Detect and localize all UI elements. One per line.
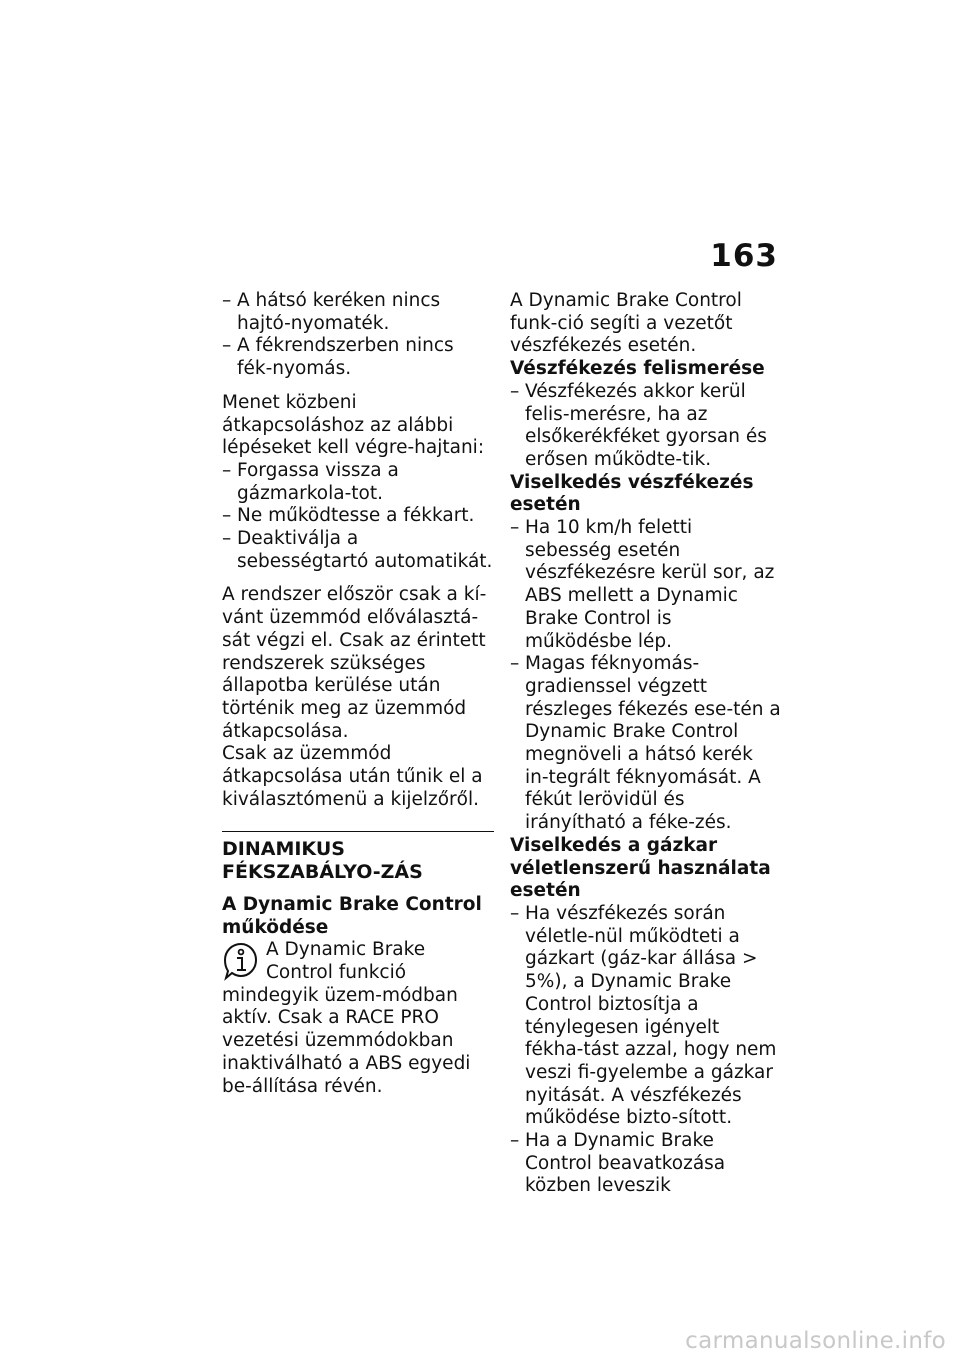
info-icon — [222, 941, 260, 983]
list-item: – A fékrendszerben nincs fék-nyomás. — [222, 335, 494, 380]
list-item: – Forgassa vissza a gázmarkola-tot. — [222, 460, 494, 505]
list-item: – Deaktiválja a sebességtartó automatikát. — [222, 528, 494, 573]
watermark: carmanualsonline.info — [685, 1328, 946, 1354]
section-title: DINAMIKUS FÉKSZABÁLYO-ZÁS — [222, 838, 423, 884]
subheading: Vészfékezés felismerése — [510, 358, 765, 380]
info-note — [222, 939, 494, 1098]
list-item: – Ha 10 km/h feletti sebesség esetén vészfékezésre kerül sor, az ABS mellett a Dynamic Brake Control is működésbe lép. — [510, 517, 782, 653]
right-column — [510, 290, 782, 1198]
info-text: A Dynamic Brake Control funkció mindegyik üzem-módban aktív. Csak a RACE PRO vezetési üzemmódokban inaktiválható a ABS egyedi be-állítása révén. — [222, 939, 471, 1097]
paragraph: A rendszer először csak a kí-vánt üzemmód előválasztá-sát végzi el. Csak az érintett rendszerek szükséges állapotba kerülése után történik meg az üzemmód átkapcsolása. — [222, 584, 487, 742]
list-item: – Vészfékezés akkor kerül felis-merésre, ha az elsőkerékféket gyorsan és erősen működte-tik. — [510, 381, 782, 472]
section-divider — [222, 831, 494, 832]
paragraph: Menet közbeni átkapcsoláshoz az alábbi lépéseket kell végre-hajtani: — [222, 391, 485, 459]
list-item: – Ne működtesse a fékkart. — [222, 505, 494, 528]
left-column — [222, 290, 494, 1098]
subheading: Viselkedés a gázkar véletlenszerű használata esetén — [510, 834, 771, 902]
subheading: A Dynamic Brake Control működése — [222, 893, 482, 938]
page-number: 163 — [710, 238, 778, 274]
list-item: – Ha vészfékezés során véletle-nül működteti a gázkart (gáz-kar állása > 5%), a Dynamic Brake Control biztosítja a ténylegesen igényelt fékha-tást azzal, hogy nem veszi fi-gyelembe a gázkar nyitását. A vészfékezés működése bizto-sított. — [510, 903, 782, 1130]
list-item: – Ha a Dynamic Brake Control beavatkozása közben leveszik — [510, 1130, 782, 1198]
list-item: – Magas féknyomás-gradienssel végzett részleges fékezés ese-tén a Dynamic Brake Control megnöveli a hátsó kerék in-tegrált féknyomását. A fékút lerövidül és irányítható a féke-zés. — [510, 653, 782, 835]
paragraph: Csak az üzemmód átkapcsolása után tűnik el a kiválasztómenü a kijelzőről. — [222, 743, 483, 810]
list-item: – A hátsó keréken nincs hajtó-nyomaték. — [222, 290, 494, 335]
subheading: Viselkedés vészfékezés esetén — [510, 471, 754, 516]
paragraph: A Dynamic Brake Control funk-ció segíti a vezetőt vészfékezés esetén. — [510, 290, 742, 357]
